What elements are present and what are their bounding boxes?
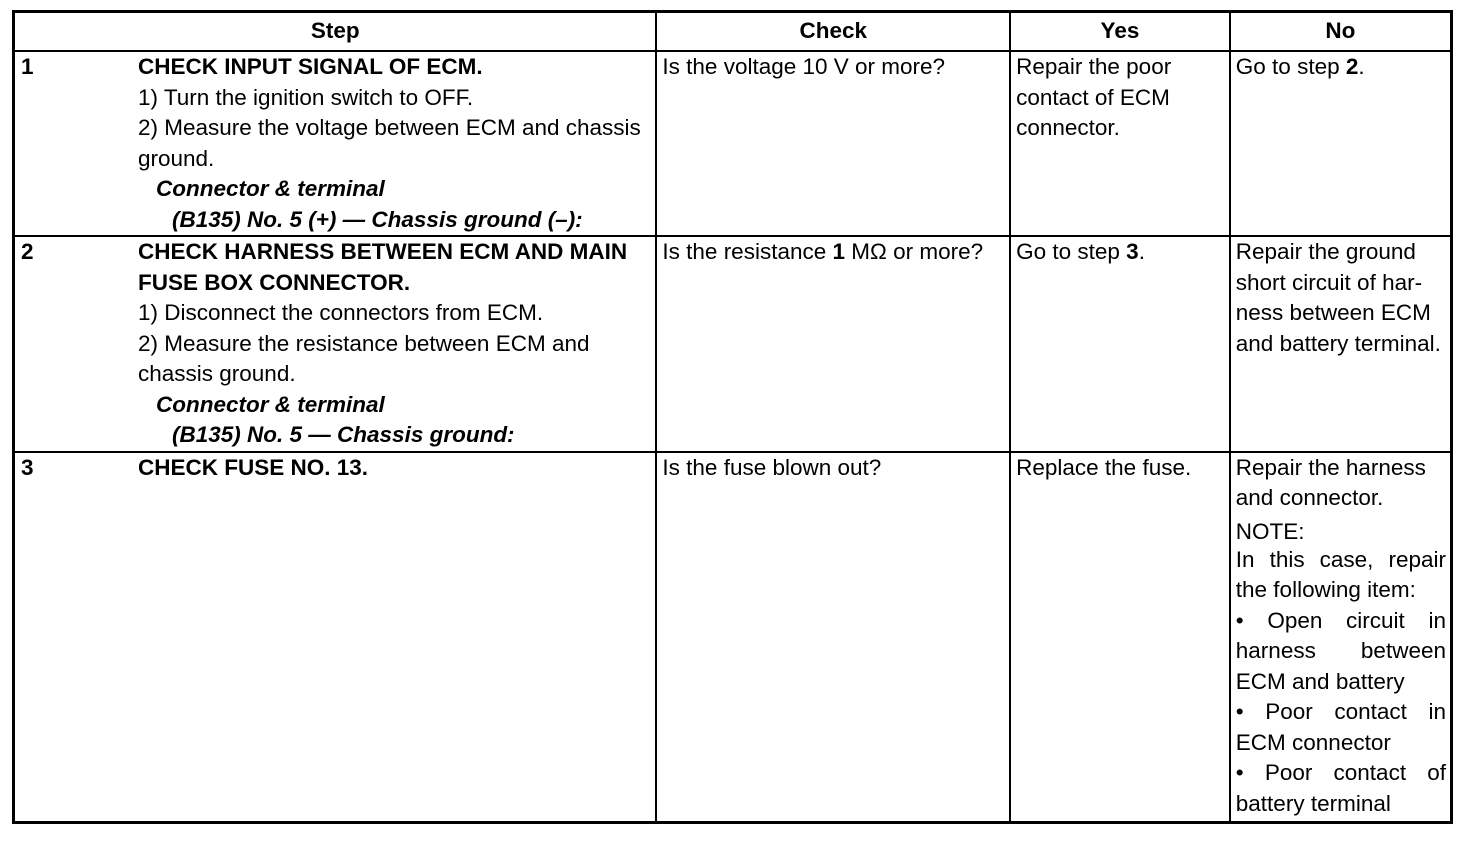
no-text: Repair the harness and connector. [1235,454,1426,510]
step-instruction: 2) Measure the resistance between ECM and chassis ground. [138,330,590,386]
no-step-ref: 2 [1345,54,1359,79]
connector-terminal: (B135) No. 5 (+) — Chassis ground (–): [172,206,583,232]
table-header-row [14,12,1452,52]
note-item: • Open circuit in harness between ECM and battery [1235,607,1446,694]
diagnostic-table [12,10,1453,824]
yes-cell [1010,51,1230,236]
check-cell [656,236,1010,452]
header-check: Check [656,12,1010,52]
header-no: No [1230,12,1452,52]
check-cell [656,452,1010,823]
check-value: 1 [832,239,846,264]
yes-cell [1010,452,1230,823]
note-text: In this case, repair the following item: [1235,546,1446,602]
step-number: 2 [21,239,34,264]
no-cell [1230,51,1452,236]
table-row [14,236,1452,452]
step-instruction: 2) Measure the voltage between ECM and chassis ground. [138,115,641,171]
yes-text-prefix: Go to step [1016,239,1127,264]
note-item: • Poor contact of battery terminal [1235,760,1446,816]
step-instruction: 1) Turn the ignition switch to OFF. [138,84,474,110]
table-row [14,452,1452,823]
step-title: CHECK INPUT SIGNAL OF ECM. [138,54,483,79]
connector-terminal: (B135) No. 5 — Chassis ground: [172,422,515,447]
check-cell [656,51,1010,236]
no-cell [1230,236,1452,452]
note-item: • Poor contact in ECM connector [1235,699,1446,755]
yes-text: Repair the poor contact of ECM connector. [1016,54,1172,140]
header-step: Step [14,12,657,52]
no-text-prefix: Go to step [1235,54,1346,79]
step-title: CHECK FUSE NO. 13. [138,454,369,480]
yes-text-suffix: . [1138,239,1145,264]
check-text-prefix: Is the resistance [662,239,833,264]
no-cell [1230,452,1452,823]
header-yes: Yes [1010,12,1230,52]
note-label: NOTE: [1235,518,1305,544]
connector-label: Connector & terminal [156,391,385,417]
no-text: Repair the ground short circuit of har-ness between ECM and battery terminal. [1235,239,1441,356]
table-row [14,51,1452,236]
check-text: Is the voltage 10 V or more? [662,54,946,79]
step-cell [14,452,657,823]
step-cell [14,51,657,236]
step-title: CHECK HARNESS BETWEEN ECM AND MAIN FUSE BOX CONNECTOR. [138,239,628,295]
check-text: Is the fuse blown out? [662,454,882,480]
no-text-suffix: . [1358,54,1365,79]
step-number: 3 [21,454,34,480]
yes-cell [1010,236,1230,452]
yes-step-ref: 3 [1126,239,1139,264]
check-text-suffix: MΩ or more? [845,239,984,264]
step-number: 1 [21,54,34,79]
connector-label: Connector & terminal [156,176,385,201]
step-instruction: 1) Disconnect the connectors from ECM. [138,300,544,325]
yes-text: Replace the fuse. [1016,454,1192,480]
step-cell [14,236,657,452]
